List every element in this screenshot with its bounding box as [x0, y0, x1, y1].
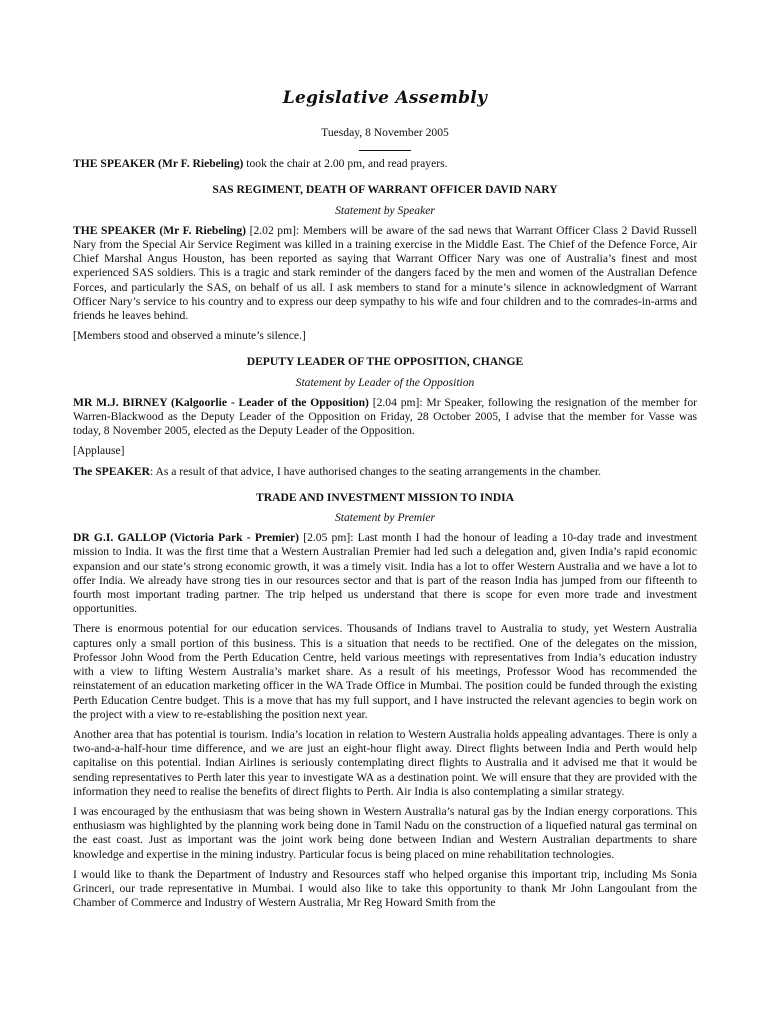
statement-paragraph [73, 396, 697, 439]
body-paragraph: Another area that has potential is tourism. India’s location in relation to Western Australia holds appealing advantages. There is only a two-and-a-half-hour time difference, and we are just an eight-hour flight away. Direct flights between India and Perth would help capitalise on this potential. Indian Airlines is seriously contemplating direct flights to Australia and it advised me that it would be sending representatives to Perth later this year to investigate WA as a destination point. We will ensure that they are provided with the information they need to realise the benefits of direct flights to Perth. Air India is also contemplating a similar strategy. [73, 727, 697, 798]
speaker-name: THE SPEAKER (Mr F. Riebeling) [73, 223, 247, 237]
body-paragraph: There is enormous potential for our education services. Thousands of Indians travel to Australia to study, yet Western Australia captures only a small portion of this business. This is a situation that needs to be rectified. One of the delegates on the mission, Professor John Wood from the Perth Education Centre, held various meetings with representatives from India’s education industry with a view to lifting Western Australia’s market share. As a result of his meetings, Professor Wood has recommended the reinstatement of an education marketing officer in the WA Trade Office in Mumbai. The position could be funded through the existing Perth Education Centre budget. This is a move that has my full support, and I have instructed the relevant agencies to begin work on the project with a view to re-establishing the position next year. [73, 622, 697, 721]
speaker-name: DR G.I. GALLOP (Victoria Park - Premier) [73, 531, 300, 545]
statement-paragraph [73, 224, 697, 323]
speaker-name: The SPEAKER [73, 464, 150, 478]
section-subheading: Statement by Leader of the Opposition [295, 375, 475, 389]
statement-text: [2.04 pm]: Mr Speaker, following the resignation of the member for Warren-Blackwood as the Deputy Leader of the Opposition on Friday, 28 October 2005, I advise that the member for Vasse was today, 8 November 2005, elected as the Deputy Leader of the Opposition. [73, 395, 697, 438]
section-heading: SAS REGIMENT, DEATH OF WARRANT OFFICER DAVID NARY [212, 183, 558, 197]
section-heading: TRADE AND INVESTMENT MISSION TO INDIA [255, 490, 515, 504]
speaker-name: THE SPEAKER (Mr F. Riebeling) [73, 157, 244, 171]
opening-text: took the chair at 2.00 pm, and read prayers. [243, 157, 448, 171]
procedural-note: [Members stood and observed a minute’s silence.] [73, 329, 306, 343]
statement-text: : As a result of that advice, I have authorised changes to the seating arrangements in the chamber. [149, 464, 602, 478]
procedural-note: [Applause] [73, 444, 125, 458]
statement-text: [2.05 pm]: Last month I had the honour of leading a 10-day trade and investment mission to India. It was the first time that a Western Australian Premier had led such a delegation and, given India’s rapid economic expansion and our state’s strong economic growth, it was a timely visit. India has a lot to offer Western Australia and we have a lot to offer India. We already have strong ties in our resources sector and that is part of the reason India has jumped from our fifteenth to fourth most important trading partner. The trip helped us understand that there is scope for even more trade and investment opportunities. [73, 531, 697, 616]
opening-paragraph [73, 157, 697, 171]
statement-paragraph [73, 531, 697, 616]
body-paragraph: I was encouraged by the enthusiasm that was being shown in Western Australia’s natural gas by the Indian energy corporations. This enthusiasm was highlighted by the planning work being done in Tamil Nadu on the construction of a liquefied natural gas terminal on the east coast. Just as important was the joint work being done between Indian and Western Australian departments to share knowledge and expertise in the mining industry. Particular focus is being placed on mine rehabilitation technologies. [73, 804, 697, 861]
speaker-name: MR M.J. BIRNEY (Kalgoorlie - Leader of the Opposition) [73, 395, 369, 409]
section-subheading: Statement by Speaker [335, 203, 435, 217]
section-heading: DEPUTY LEADER OF THE OPPOSITION, CHANGE [246, 355, 524, 369]
sitting-date: Tuesday, 8 November 2005 [321, 126, 449, 139]
statement-paragraph [73, 465, 697, 479]
body-paragraph: I would like to thank the Department of Industry and Resources staff who helped organise this important trip, including Ms Sonia Grinceri, our trade representative in Mumbai. I would also like to take this opportunity to thank Mr John Langoulant from the Chamber of Commerce and Industry of Western Australia, Mr Reg Howard Smith from the [73, 867, 697, 910]
title-rule [359, 150, 411, 151]
statement-text: [2.02 pm]: Members will be aware of the sad news that Warrant Officer Class 2 David Russell Nary from the Special Air Service Regiment was killed in a training exercise in the Middle East. The Chief of the Defence Force, Air Chief Marshal Angus Houston, has been reported as saying that Warrant Officer Nary was one of Australia’s finest and most experienced SAS soldiers. This is a tragic and stark reminder of the dangers faced by the men and women of the Australian Defence Forces, and particularly the SAS, on behalf of us all. I ask members to stand for a minute’s silence in acknowledgment of Warrant Officer Nary’s service to his country and to express our deep sympathy to his wife and four children and to the comrades-in-arms and friends he leaves behind. [73, 223, 697, 323]
page-title: Legislative Assembly [282, 88, 488, 108]
section-subheading: Statement by Premier [334, 511, 436, 525]
